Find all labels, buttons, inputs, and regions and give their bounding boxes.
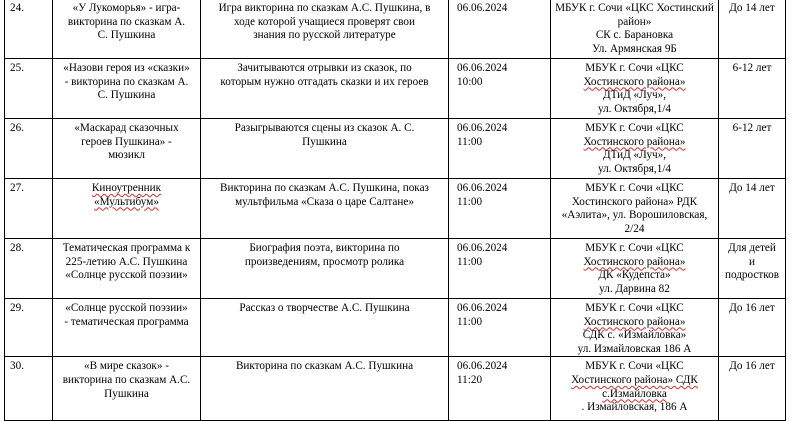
age-limit: До 16 лет	[719, 299, 786, 357]
table-row	[5, 119, 786, 179]
table-row	[5, 179, 786, 239]
table-row	[5, 0, 786, 59]
event-venue: МБУК г. Сочи «ЦКС Хостинского района» ДТиД «Луч», ул. Октября,1/4	[551, 119, 719, 179]
event-datetime: 06.06.2024 11:00	[449, 299, 551, 357]
table-row	[5, 357, 786, 421]
event-datetime: 06.06.2024 10:00	[449, 59, 551, 119]
event-title: Киноутренник «Мультибум»	[53, 179, 201, 239]
event-description: Викторина по сказкам А.С. Пушкина, показ мультфильма «Сказа о царе Салтане»	[201, 179, 449, 239]
event-title: Тематическая программа к 225-летию А.С. Пушкина «Солнце русской поэзии»	[53, 239, 201, 299]
row-number: 28.	[5, 239, 53, 299]
event-title: «Солнце русской поэзии» - тематическая программа	[53, 299, 201, 357]
row-number: 27.	[5, 179, 53, 239]
row-number: 25.	[5, 59, 53, 119]
event-title: «Маскарад сказочных героев Пушкина» - мюзикл	[53, 119, 201, 179]
table-row	[5, 59, 786, 119]
event-venue: МБУК г. Сочи «ЦКС Хостинский район» СК с. Барановка Ул. Армянская 9Б	[551, 0, 719, 59]
age-limit: До 14 лет	[719, 179, 786, 239]
event-title: «У Лукоморья» - игра- викторина по сказкам А. С. Пушкина	[53, 0, 201, 59]
age-limit: До 14 лет	[719, 0, 786, 59]
event-datetime: 06.06.2024 11:20	[449, 357, 551, 421]
event-title: «В мире сказок» - викторина по сказкам А.С. Пушкина	[53, 357, 201, 421]
age-limit: 6-12 лет	[719, 119, 786, 179]
event-datetime: 06.06.2024 11:00	[449, 119, 551, 179]
event-description: Зачитываются отрывки из сказок, по которым нужно отгадать сказки и их героев	[201, 59, 449, 119]
event-venue: МБУК г. Сочи «ЦКС Хостинского района» ДК «Кудепста» ул. Дарвина 82	[551, 239, 719, 299]
event-venue: МБУК г. Сочи «ЦКС Хостинского района» СДК с.Измайловка . Измайловская, 186 А	[551, 357, 719, 421]
event-description: Викторина по сказкам А.С. Пушкина	[201, 357, 449, 421]
row-number: 29.	[5, 299, 53, 357]
age-limit: Для детей и подростков	[719, 239, 786, 299]
event-venue: МБУК г. Сочи «ЦКС Хостинского района» РДК «Аэлита», ул. Ворошиловская, 2/24	[551, 179, 719, 239]
event-description: Разыгрываются сцены из сказок А. С. Пушкина	[201, 119, 449, 179]
table-row	[5, 299, 786, 357]
age-limit: До 16 лет	[719, 357, 786, 421]
event-venue: МБУК г. Сочи «ЦКС Хостинского района» СДК с. «Измайловка» ул. Измайловская 186 А	[551, 299, 719, 357]
row-number: 30.	[5, 357, 53, 421]
event-title: «Назови героя из «сказки» - викторина по сказкам А. С. Пушкина	[53, 59, 201, 119]
event-venue: МБУК г. Сочи «ЦКС Хостинского района» ДТиД «Луч», ул. Октября,1/4	[551, 59, 719, 119]
row-number: 26.	[5, 119, 53, 179]
event-datetime: 06.06.2024	[449, 0, 551, 59]
event-description: Биография поэта, викторина по произведениям, просмотр ролика	[201, 239, 449, 299]
age-limit: 6-12 лет	[719, 59, 786, 119]
table-row	[5, 239, 786, 299]
event-datetime: 06.06.2024 11:00	[449, 239, 551, 299]
events-table	[4, 0, 786, 421]
event-description: Рассказ о творчестве А.С. Пушкина	[201, 299, 449, 357]
event-description: Игра викторина по сказкам А.С. Пушкина, в ходе которой учащиеся проверят свои знания по русской литературе	[201, 0, 449, 59]
row-number: 24.	[5, 0, 53, 59]
event-datetime: 06.06.2024 11:00	[449, 179, 551, 239]
